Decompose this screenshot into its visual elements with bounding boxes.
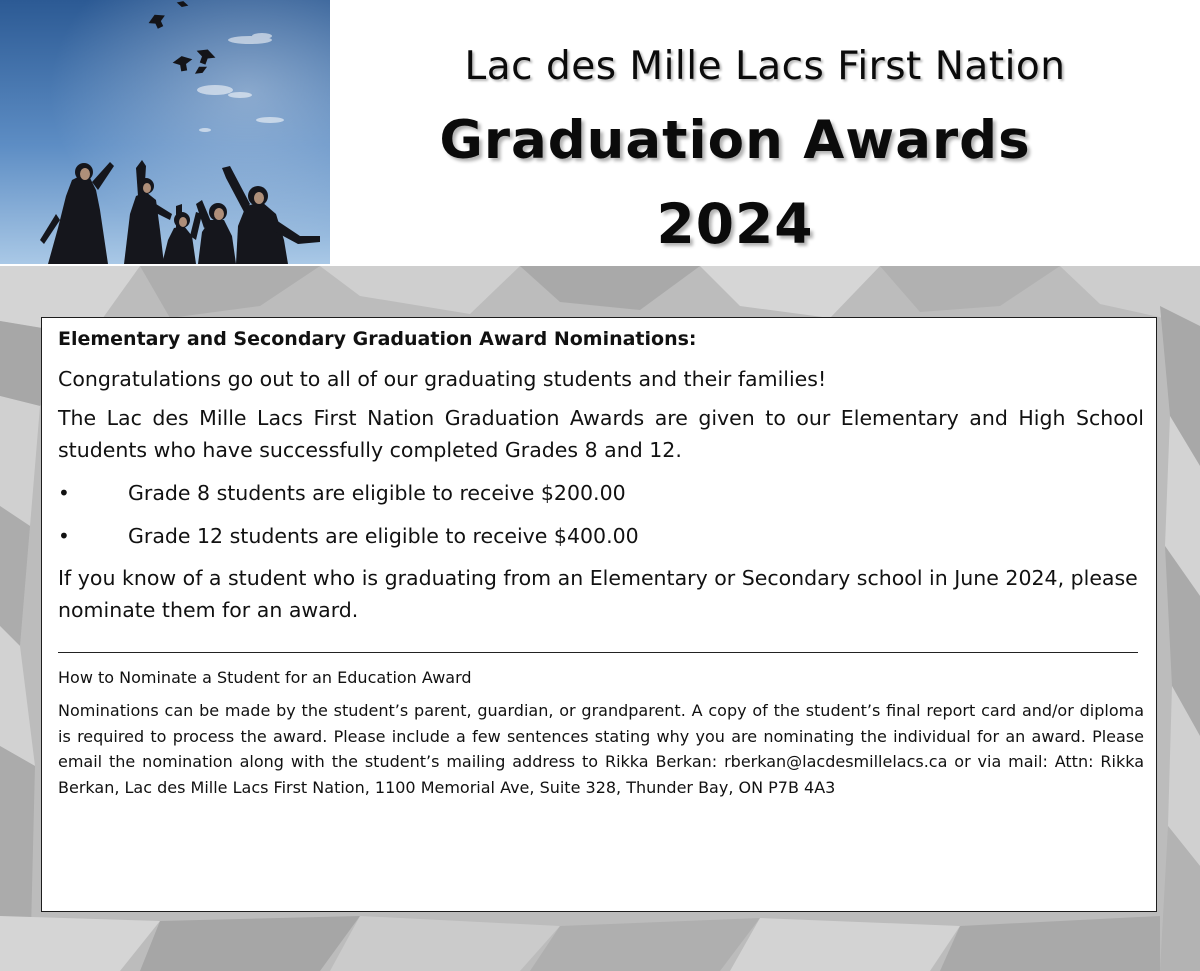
awards-intro-text: The Lac des Mille Lacs First Nation Graduation Awards are given to our Elementary and High School students who have successfully completed Grades 8 and 12.	[58, 406, 1144, 462]
how-to-nominate-body: Nominations can be made by the student’s parent, guardian, or grandparent. A copy of the student’s final report card and/or diploma is required to process the award. Please include a few sentences stating why you are nominating the individual for an award. Please email the nomination along with the student’s mailing address to Rikka Berkan: rberkan@lacdesmillelacs.ca or via mail: Attn: Rikka Berkan, Lac des Mille Lacs First Nation, 1100 Memorial Ave, Suite 328, Thunder Bay, ON P7B 4A3	[58, 701, 1144, 797]
bullet-icon: •	[58, 481, 70, 505]
nomination-notice-panel	[41, 317, 1157, 912]
nominate-call-to-action: If you know of a student who is graduating from an Elementary or Secondary school in June 2024, please nominate them for an award.	[58, 566, 1138, 622]
congratulations-text: Congratulations go out to all of our graduating students and their families!	[58, 367, 827, 391]
bullet-icon: •	[58, 524, 70, 548]
how-to-nominate-heading: How to Nominate a Student for an Education Award	[58, 668, 472, 687]
awards-title: Graduation Awards	[439, 110, 1031, 171]
nominations-heading: Elementary and Secondary Graduation Award Nominations:	[58, 328, 697, 350]
org-name: Lac des Mille Lacs First Nation	[464, 44, 1066, 89]
graduates-illustration	[0, 0, 330, 264]
award-grade-8-text: Grade 8 students are eligible to receive $200.00	[128, 481, 626, 505]
awards-year: 2024	[656, 192, 814, 256]
header-banner	[0, 0, 1200, 266]
graduates-photo	[0, 0, 330, 264]
list-item	[58, 515, 1144, 558]
award-amounts-list	[58, 472, 1144, 558]
list-item	[58, 472, 1144, 515]
award-grade-12-text: Grade 12 students are eligible to receive $400.00	[128, 524, 639, 548]
divider	[58, 652, 1138, 653]
